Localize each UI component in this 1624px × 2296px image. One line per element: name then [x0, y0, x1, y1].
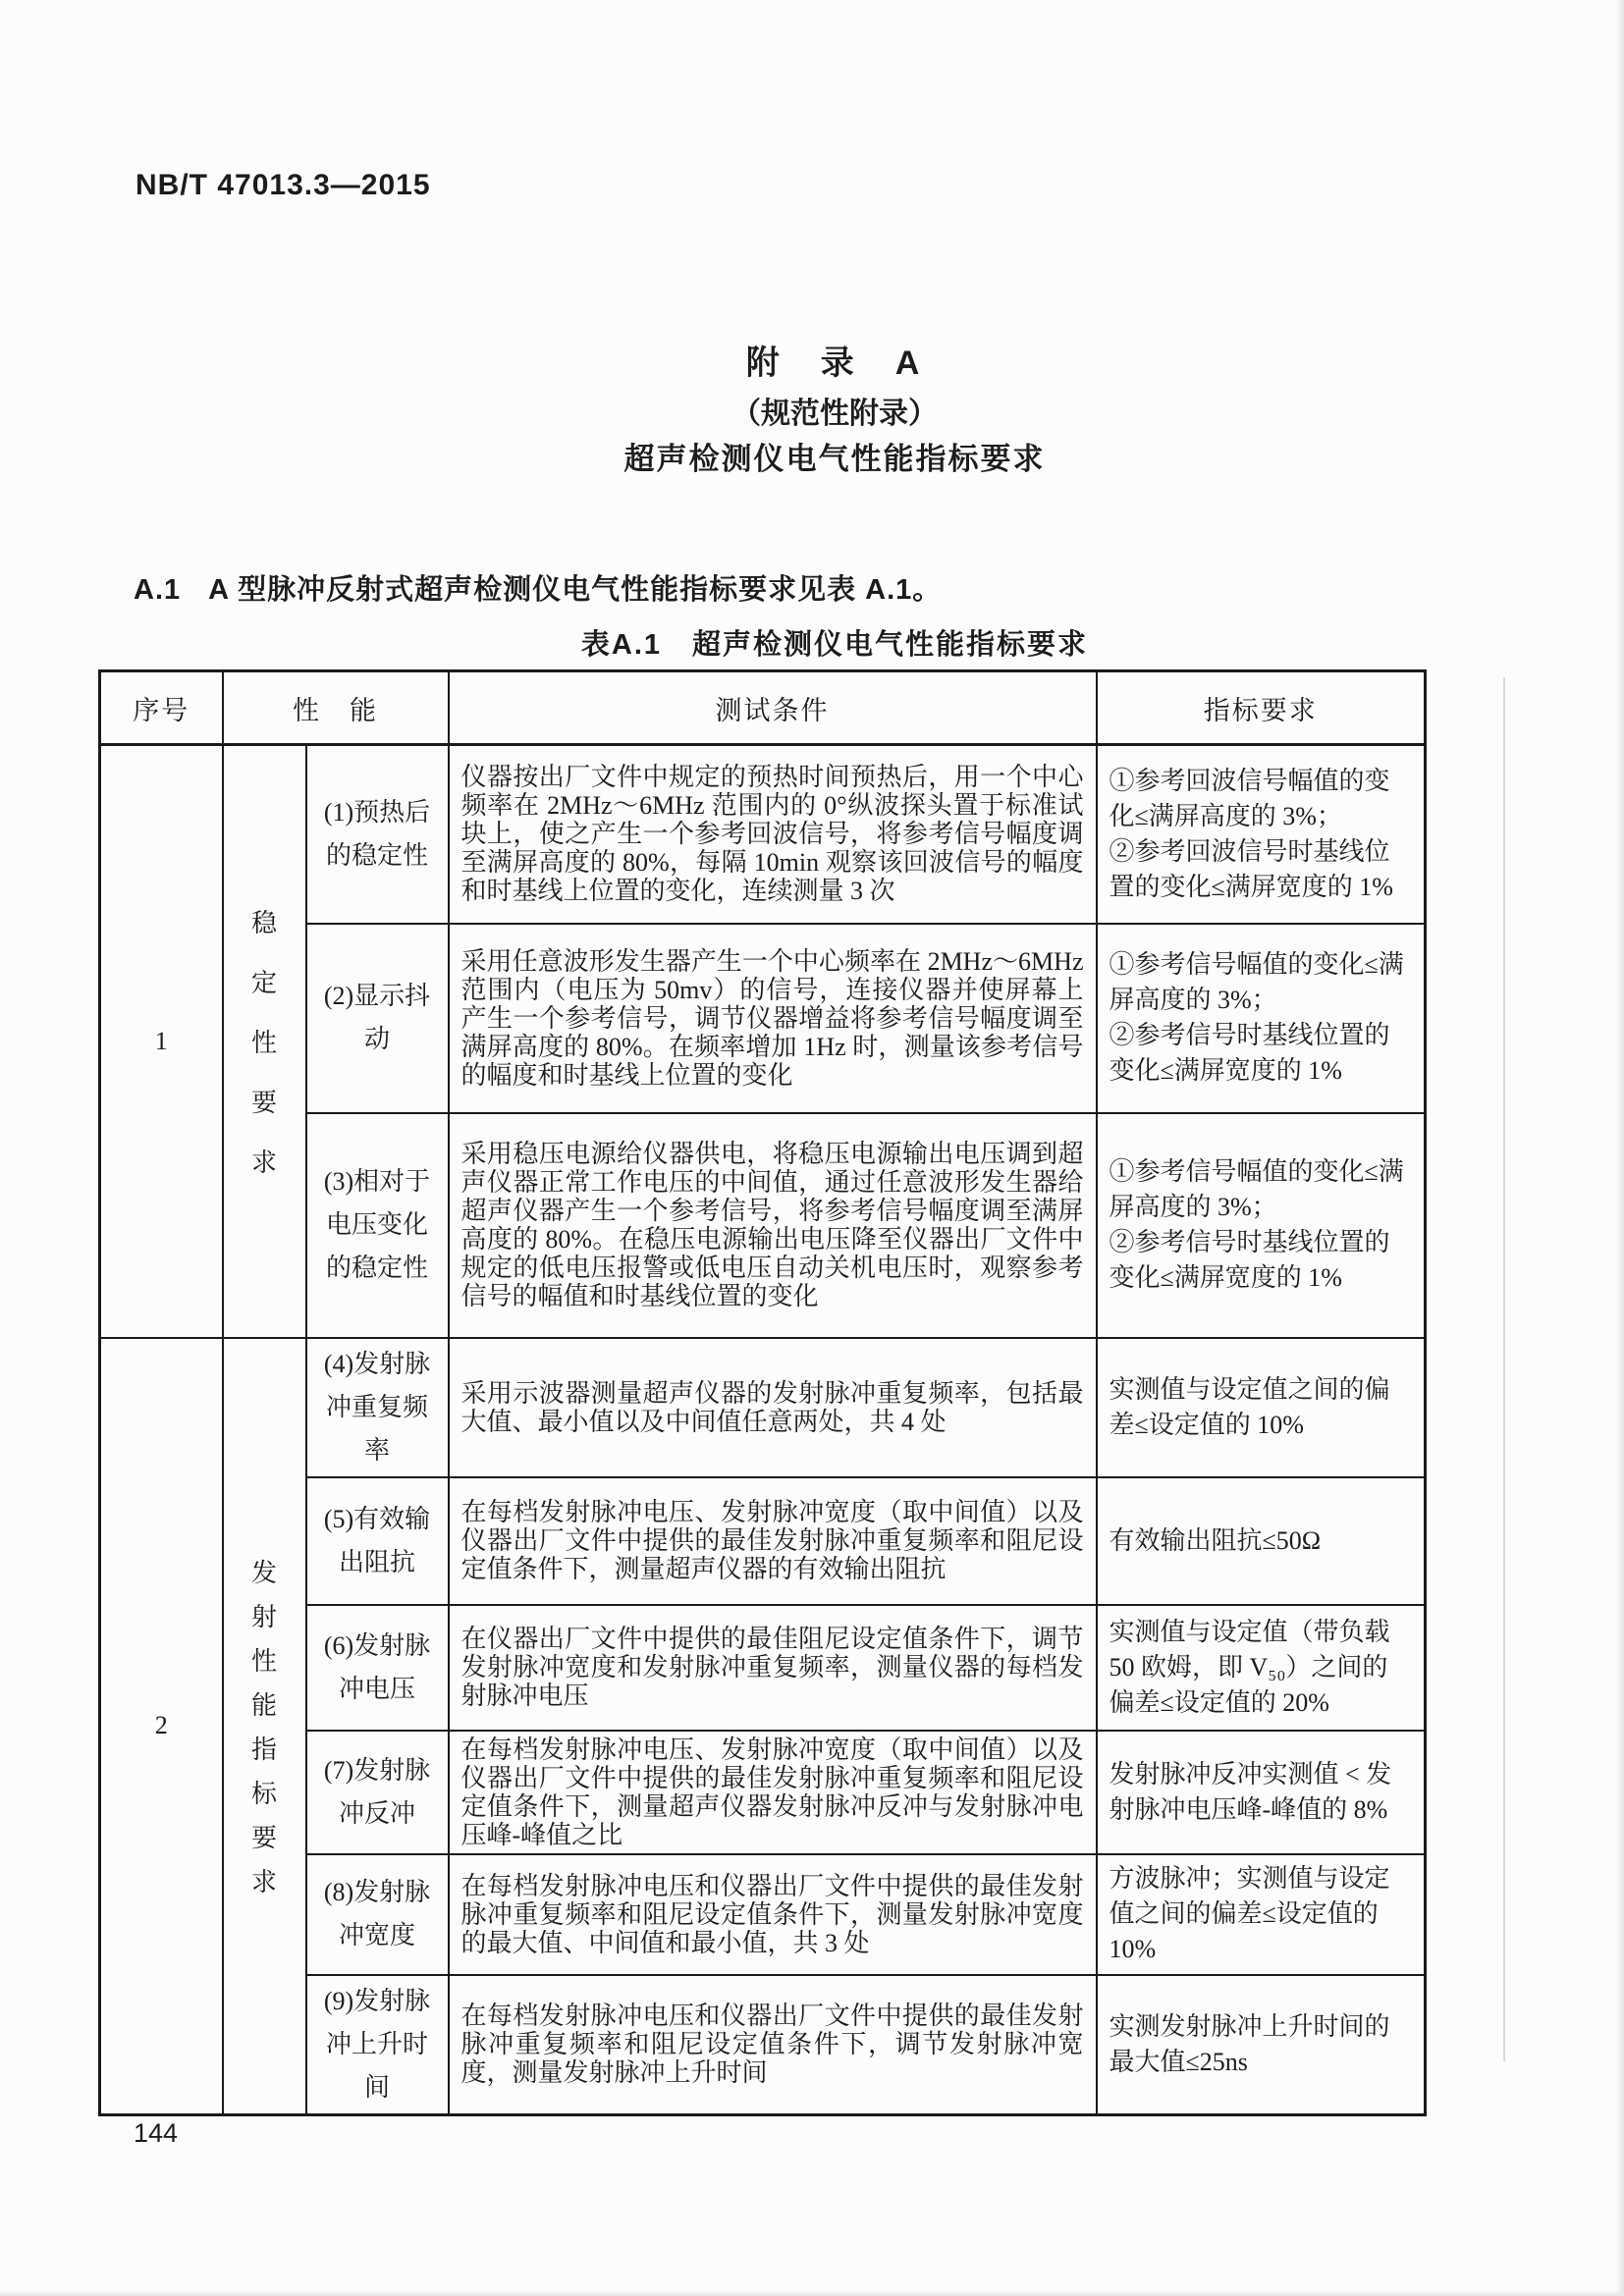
requirement-line: ②参考信号时基线位置的变化≤满屏宽度的 1% [1109, 1228, 1390, 1292]
condition-cell: 在每档发射脉冲电压和仪器出厂文件中提供的最佳发射脉冲重复频率和阻尼设定值条件下，测量发射脉冲宽度的最大值、中间值和最小值，共 3 处 [449, 1854, 1097, 1975]
spec-table [98, 669, 1427, 2116]
performance-cell: (3)相对于电压变化的稳定性 [306, 1113, 449, 1338]
table-row [100, 745, 1426, 924]
condition-cell: 采用示波器测量超声仪器的发射脉冲重复频率，包括最大值、最小值以及中间值任意两处，共 4 处 [449, 1338, 1097, 1477]
requirement-cell: 发射脉冲反冲实测值 < 发射脉冲电压峰-峰值的 8% [1097, 1731, 1426, 1854]
performance-cell: (4)发射脉冲重复频率 [306, 1338, 449, 1477]
performance-cell: (7)发射脉冲反冲 [306, 1731, 449, 1854]
performance-cell: (1)预热后的稳定性 [306, 745, 449, 924]
requirement-cell [1097, 745, 1426, 924]
scan-edge-bottom [0, 2290, 1624, 2296]
appendix-subtitle: （规范性附录） [731, 398, 938, 430]
serial-cell: 2 [100, 1338, 223, 2115]
category-cell [223, 1338, 306, 2115]
category-vertical-text: 发 射 性 能 指 标 要 求 [250, 1559, 277, 1896]
header-cell-requirement: 指标要求 [1097, 671, 1426, 745]
standard-code-header: NB/T 47013.3—2015 [135, 169, 431, 201]
table-caption: 表A.1 超声检测仪电气性能指标要求 [580, 629, 1089, 661]
performance-cell: (8)发射脉冲宽度 [306, 1854, 449, 1975]
performance-cell: (5)有效输出阻抗 [306, 1477, 449, 1605]
appendix-title: 附 录 A [745, 345, 924, 382]
page-number: 144 [134, 2118, 179, 2148]
requirement-line: ②参考信号时基线位置的变化≤满屏宽度的 1% [1109, 1021, 1390, 1085]
requirement-cell: 实测发射脉冲上升时间的最大值≤25ns [1097, 1975, 1426, 2115]
category-vertical-text: 稳 定 性 要 求 [250, 909, 277, 1178]
requirement-cell: 方波脉冲；实测值与设定值之间的偏差≤设定值的 10% [1097, 1854, 1426, 1975]
requirement-cell: 实测值与设定值（带负载 50 欧姆，即 V₅₀）之间的偏差≤设定值的 20% [1097, 1605, 1426, 1731]
condition-cell: 采用任意波形发生器产生一个中心频率在 2MHz～6MHz 范围内（电压为 50mv）的信号，连接仪器并使屏幕上产生一个参考信号，调节仪器增益将参考信号幅度调至满屏高度的 80%。在频率增加 1Hz 时，测量该参考信号的幅度和时基线上位置的变化 [449, 924, 1097, 1113]
requirement-line: ②参考回波信号时基线位置的变化≤满屏宽度的 1% [1109, 836, 1393, 901]
table-row [100, 1338, 1426, 1477]
scan-artifact-line [1503, 677, 1505, 2061]
clause-a1 [134, 567, 1439, 608]
requirement-line: ①参考回波信号幅值的变化≤满屏高度的 3%； [1109, 766, 1390, 830]
requirement-cell [1097, 924, 1426, 1113]
scan-edge-right [1616, 0, 1624, 2296]
requirement-cell: 实测值与设定值之间的偏差≤设定值的 10% [1097, 1338, 1426, 1477]
clause-label: A.1 [134, 574, 182, 606]
condition-cell: 在每档发射脉冲电压、发射脉冲宽度（取中间值）以及仪器出厂文件中提供的最佳发射脉冲重复频率和阻尼设定值条件下，测量超声仪器发射脉冲反冲与发射脉冲电压峰-峰值之比 [449, 1731, 1097, 1854]
category-cell [223, 745, 306, 1338]
requirement-line: ①参考信号幅值的变化≤满屏高度的 3%； [1109, 1157, 1404, 1221]
header-cell-performance: 性 能 [223, 671, 449, 745]
performance-cell: (9)发射脉冲上升时间 [306, 1975, 449, 2115]
condition-cell: 在每档发射脉冲电压和仪器出厂文件中提供的最佳发射脉冲重复频率和阻尼设定值条件下，调节发射脉冲宽度，测量发射脉冲上升时间 [449, 1975, 1097, 2115]
clause-text: A 型脉冲反射式超声检测仪电气性能指标要求见表 A.1。 [208, 574, 943, 606]
requirement-cell: 有效输出阻抗≤50Ω [1097, 1477, 1426, 1605]
condition-cell: 在仪器出厂文件中提供的最佳阻尼设定值条件下，调节发射脉冲宽度和发射脉冲重复频率，测量仪器的每档发射脉冲电压 [449, 1605, 1097, 1731]
performance-cell: (2)显示抖动 [306, 924, 449, 1113]
condition-cell: 采用稳压电源给仪器供电，将稳压电源输出电压调到超声仪器正常工作电压的中间值，通过任意波形发生器给超声仪器产生一个参考信号，将参考信号幅度调至满屏高度的 80%。在稳压电源输出电压降至仪器出厂文件中规定的低电压报警或低电压自动关机电压时，观察参考信号的幅值和时基线位置的变化 [449, 1113, 1097, 1338]
requirement-line: ①参考信号幅值的变化≤满屏高度的 3%； [1109, 950, 1404, 1014]
table-header-row [100, 671, 1426, 745]
performance-cell: (6)发射脉冲电压 [306, 1605, 449, 1731]
condition-cell: 在每档发射脉冲电压、发射脉冲宽度（取中间值）以及仪器出厂文件中提供的最佳发射脉冲重复频率和阻尼设定值条件下，测量超声仪器的有效输出阻抗 [449, 1477, 1097, 1605]
appendix-heading: 超声检测仪电气性能指标要求 [623, 442, 1046, 476]
header-cell-no: 序号 [100, 671, 223, 745]
header-cell-condition: 测试条件 [449, 671, 1097, 745]
spec-table-wrapper [98, 669, 1426, 2116]
requirement-cell [1097, 1113, 1426, 1338]
condition-cell: 仪器按出厂文件中规定的预热时间预热后，用一个中心频率在 2MHz～6MHz 范围内的 0°纵波探头置于标准试块上，使之产生一个参考回波信号，将参考信号幅度调至满屏高度的 80%，每隔 10min 观察该回波信号的幅度和时基线上位置的变化，连续测量 3 次 [449, 745, 1097, 924]
serial-cell: 1 [100, 745, 223, 1338]
